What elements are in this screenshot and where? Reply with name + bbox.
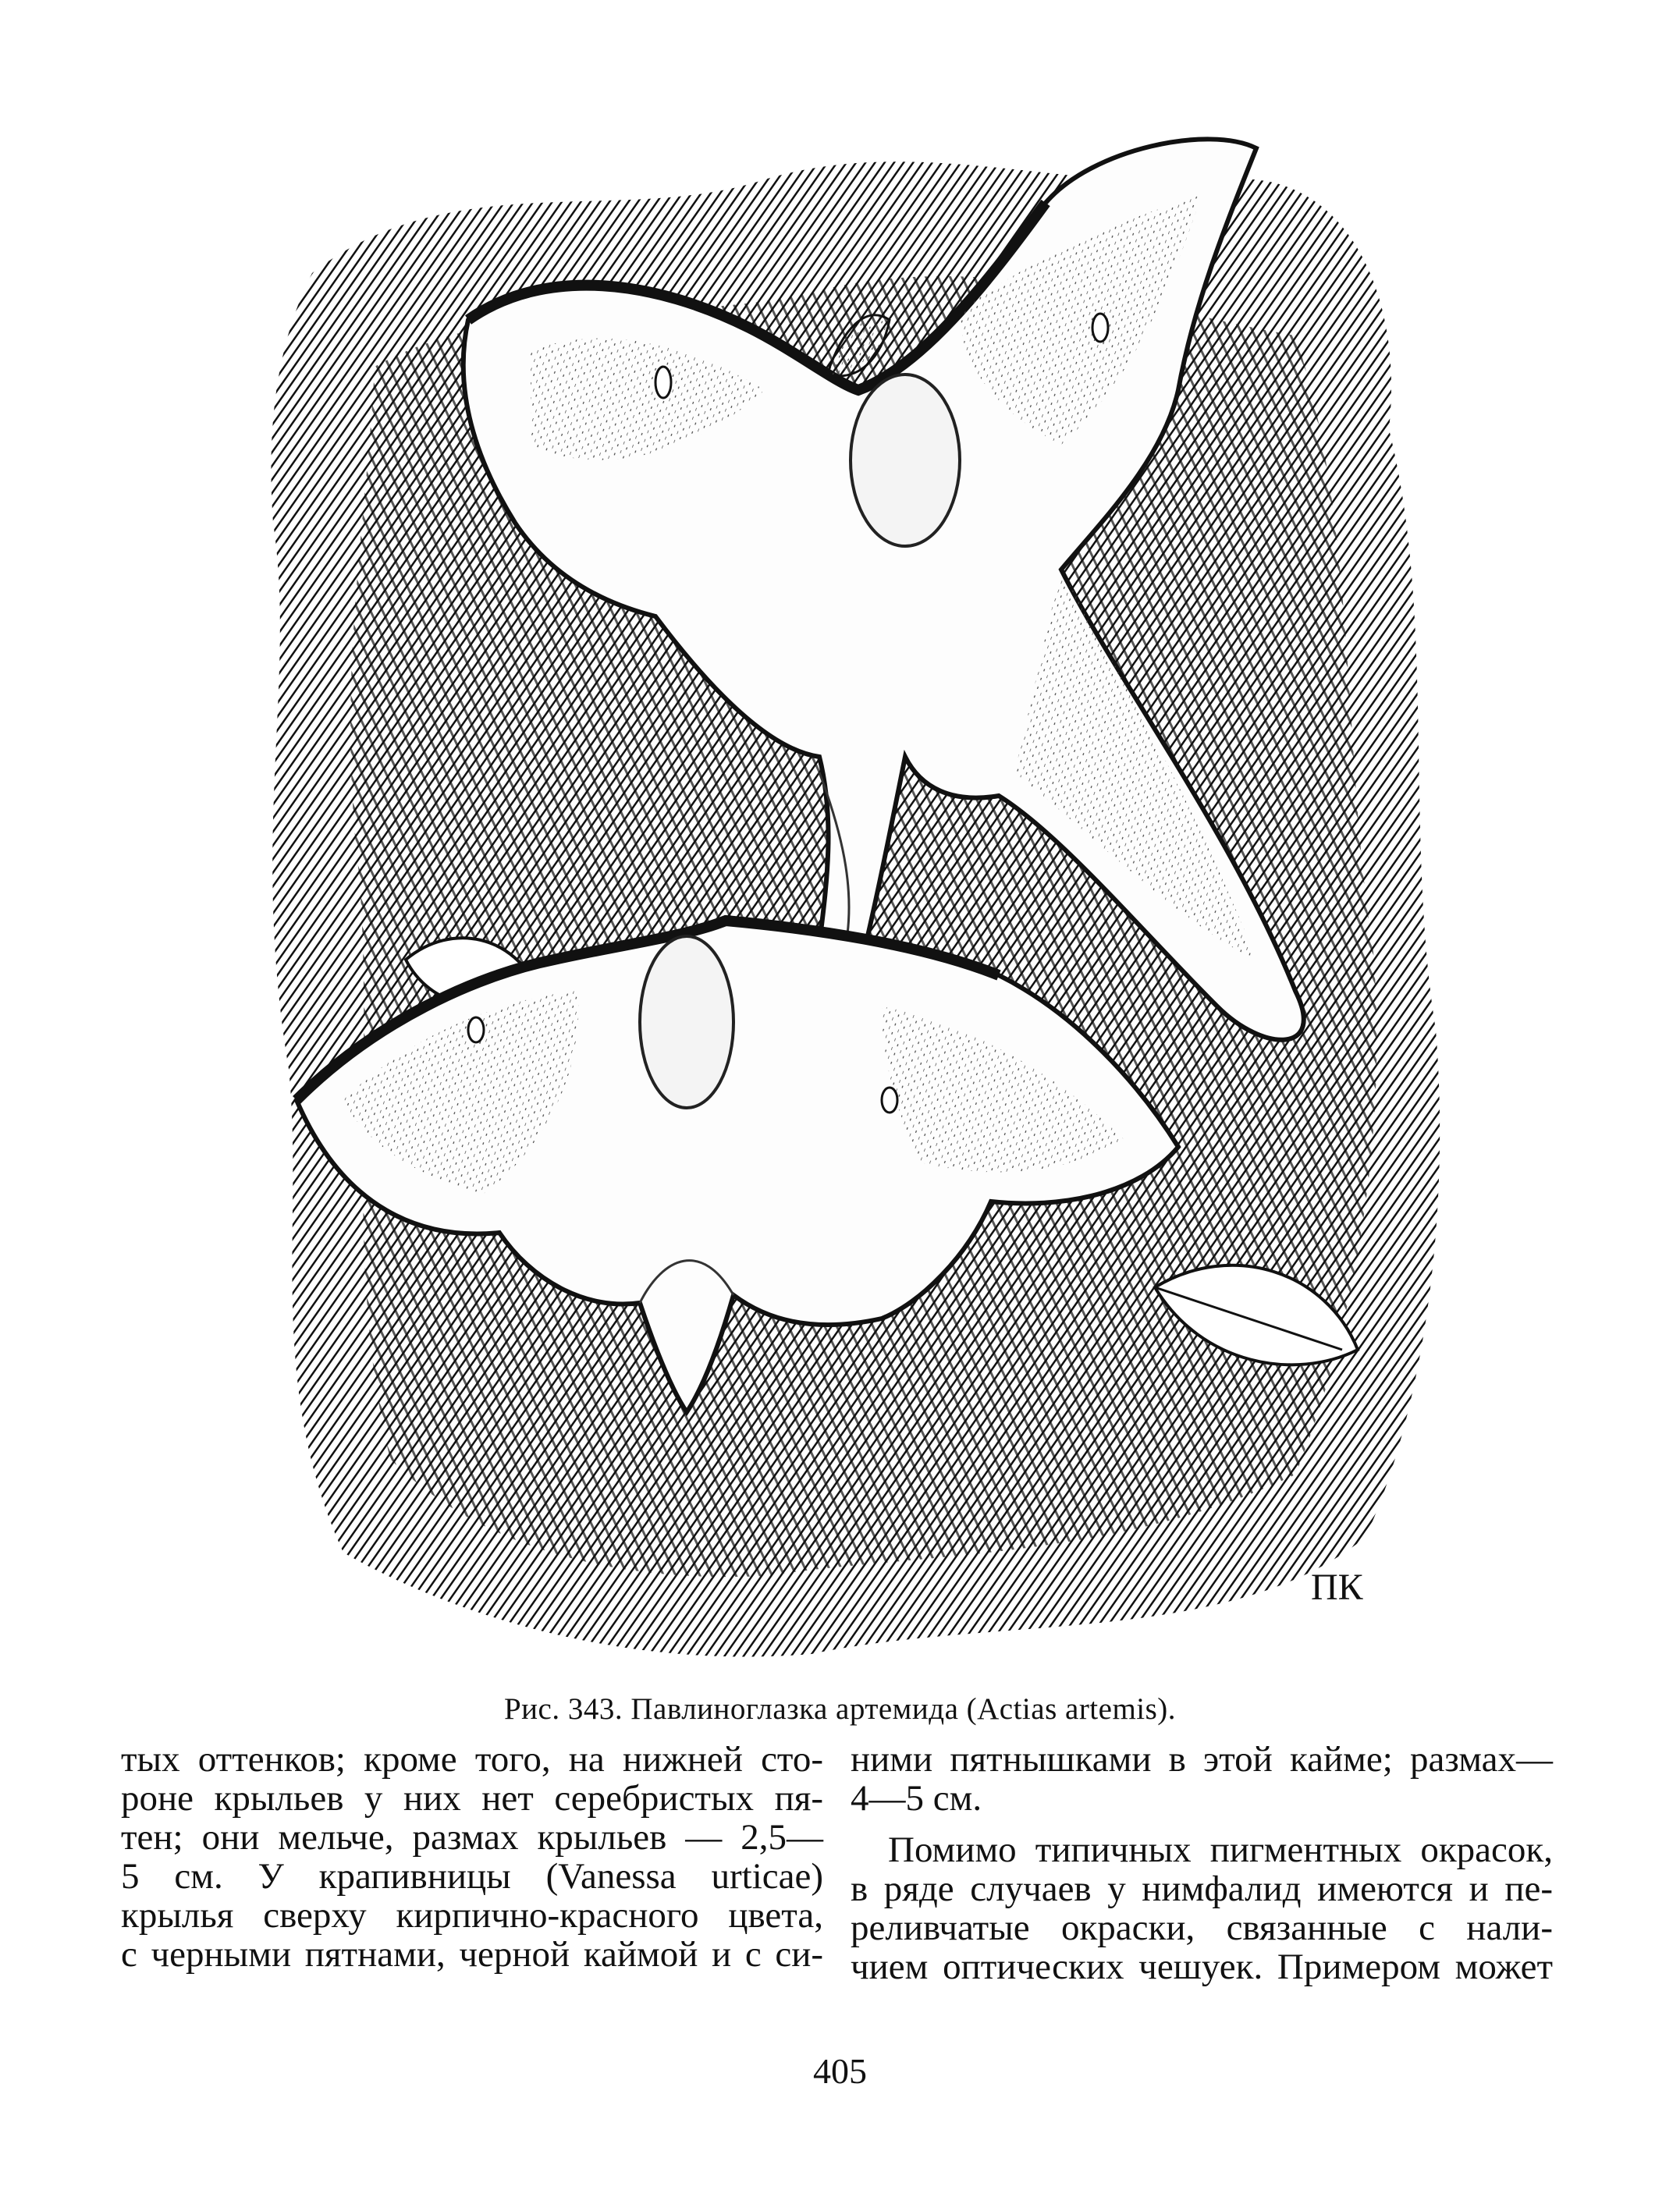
- text-line: 4—5 см.: [851, 1778, 982, 1819]
- paragraph-start: Помимо типичных пигментных окрасок,: [888, 1830, 1553, 1870]
- text-line: крылья сверху кирпично-красного цвета,: [121, 1895, 823, 1936]
- text-line: чием оптических чешуек. Примером может: [851, 1947, 1553, 1987]
- text-line: с черными пятнами, черной каймой и с си-: [121, 1934, 823, 1975]
- text-line: роне крыльев у них нет серебристых пя-: [121, 1778, 823, 1819]
- text-line: 5 см. У крапивницы (Vanessa urticae): [121, 1856, 823, 1897]
- text-line: реливчатые окраски, связанные с нали-: [851, 1908, 1553, 1948]
- moths-illustration: [218, 133, 1451, 1670]
- page-number: 405: [813, 2051, 867, 2091]
- artist-signature: ПК: [1311, 1567, 1363, 1608]
- figure-caption: Рис. 343. Павлиноглазка артемида (Actias artemis).: [503, 1692, 1177, 1726]
- text-line: тен; они мельче, размах крыльев — 2,5—: [121, 1817, 823, 1858]
- text-line: ними пятнышками в этой кайме; размах—: [851, 1739, 1553, 1780]
- left-column: [121, 1740, 823, 1974]
- text-line: в ряде случаев у нимфалид имеются и пе-: [851, 1869, 1553, 1909]
- text-line: тых оттенков; кроме того, на нижней сто-: [121, 1739, 823, 1780]
- right-column: [851, 1740, 1553, 1986]
